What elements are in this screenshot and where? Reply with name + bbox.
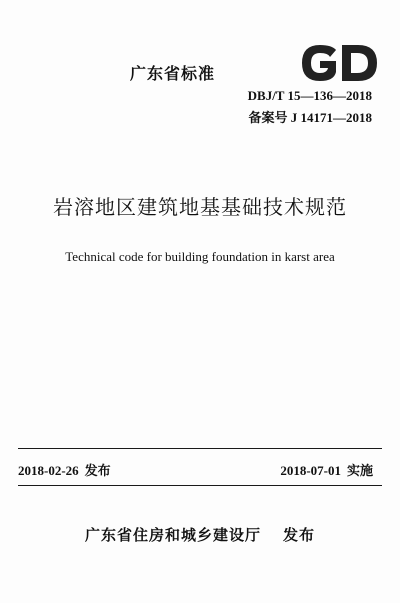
- publisher-line: [0, 524, 400, 545]
- gd-logo: [298, 42, 380, 84]
- title-english: Technical code for building foundation in karst area: [65, 249, 335, 264]
- publisher-action: 发布: [283, 526, 316, 544]
- divider-line: [18, 448, 382, 449]
- effective-label: 实施: [346, 464, 373, 479]
- issue-date: 2018-02-26: [18, 463, 79, 478]
- logo-text: GD: [298, 42, 300, 43]
- publisher-name: 广东省住房和城乡建设厅: [84, 526, 261, 544]
- logo-letter-g: [302, 45, 336, 81]
- standard-type-label: 广东省标准: [130, 64, 216, 83]
- standard-code: DBJ/T 15—136—2018: [247, 88, 372, 103]
- issue-date-row: [18, 460, 111, 479]
- effective-date-row: [280, 460, 373, 479]
- divider-line: [18, 485, 382, 486]
- logo-letter-d: [342, 45, 377, 81]
- record-number: 备案号 J 14171—2018: [248, 110, 372, 125]
- issue-label: 发布: [84, 464, 111, 479]
- title-chinese: 岩溶地区建筑地基基础技术规范: [53, 195, 347, 219]
- effective-date: 2018-07-01: [280, 463, 341, 478]
